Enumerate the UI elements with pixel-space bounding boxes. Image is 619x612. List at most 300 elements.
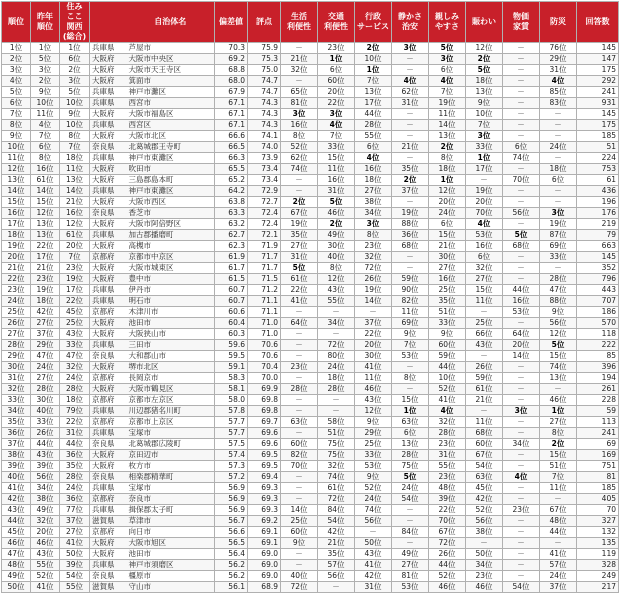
table-cell: 18位 [318, 373, 355, 384]
table-cell: 明石市 [127, 296, 215, 307]
table-cell: 55位 [429, 461, 466, 472]
table-cell: 32位 [429, 417, 466, 428]
table-cell: 228 [577, 395, 619, 406]
table-cell: 池田市 [127, 549, 215, 560]
table-row [2, 560, 619, 571]
table-cell: 15位 [392, 395, 429, 406]
table-cell: 33位 [60, 340, 90, 351]
table-cell: 69.8 [248, 406, 281, 417]
table-cell: 352 [577, 263, 619, 274]
table-cell: 19位 [281, 219, 318, 230]
table-cell: 22位 [60, 417, 90, 428]
table-cell: 滋賀県 [90, 582, 127, 593]
table-cell: 三田市 [127, 340, 215, 351]
table-cell: 17位 [466, 164, 503, 175]
table-cell: 69.5 [248, 450, 281, 461]
table-cell: 44位 [60, 439, 90, 450]
table-cell: 50位 [2, 582, 31, 593]
table-cell: 42位 [466, 494, 503, 505]
table-cell: 31位 [540, 65, 577, 76]
table-cell: 1位 [31, 43, 60, 54]
table-cell: 47位 [2, 549, 31, 560]
table-cell: － [281, 76, 318, 87]
table-cell: 33位 [31, 417, 60, 428]
table-cell: 相楽郡精華町 [127, 472, 215, 483]
table-cell: 17位 [60, 285, 90, 296]
table-cell: 69.6 [248, 428, 281, 439]
table-cell: 14位 [503, 351, 540, 362]
table-cell: 27位 [392, 560, 429, 571]
table-row [2, 351, 619, 362]
table-cell: 23位 [503, 505, 540, 516]
table-cell: 175 [577, 120, 619, 131]
table-cell: － [503, 417, 540, 428]
table-cell: 6位 [60, 54, 90, 65]
table-cell: 13位 [60, 175, 90, 186]
table-cell: 27位 [429, 263, 466, 274]
table-cell: 21位 [429, 241, 466, 252]
table-cell: 48位 [2, 560, 31, 571]
table-cell: 23位 [281, 362, 318, 373]
table-cell: 5位 [503, 230, 540, 241]
table-cell: 25位 [355, 439, 392, 450]
table-row [2, 472, 619, 483]
table-cell: 60.7 [215, 296, 248, 307]
table-cell: 16位 [466, 241, 503, 252]
table-cell: 21位 [60, 197, 90, 208]
table-cell: 15位 [429, 230, 466, 241]
table-cell: 京田辺市 [127, 450, 215, 461]
table-cell: － [281, 43, 318, 54]
table-cell: － [503, 494, 540, 505]
table-cell: － [281, 373, 318, 384]
table-cell: 3位 [503, 406, 540, 417]
table-cell: 10位 [466, 109, 503, 120]
table-cell: 74.3 [248, 120, 281, 131]
table-cell: 37位 [540, 582, 577, 593]
column-header: 回答数 [577, 2, 619, 43]
table-cell: 45位 [60, 307, 90, 318]
table-cell: 68.0 [215, 76, 248, 87]
table-cell: － [503, 263, 540, 274]
table-cell: 61位 [281, 274, 318, 285]
table-cell: 4位 [31, 120, 60, 131]
table-cell: 46位 [2, 538, 31, 549]
table-cell: 24位 [60, 483, 90, 494]
table-cell: 43位 [466, 340, 503, 351]
table-cell: 88位 [392, 219, 429, 230]
table-cell: 兵庫県 [90, 87, 127, 98]
table-cell: 堺市北区 [127, 362, 215, 373]
table-cell: 75位 [392, 461, 429, 472]
table-cell: 30位 [318, 241, 355, 252]
table-cell: 23位 [318, 43, 355, 54]
table-cell: 32位 [31, 516, 60, 527]
table-cell: 橿原市 [127, 571, 215, 582]
table-cell: － [503, 274, 540, 285]
table-cell: 56.9 [215, 505, 248, 516]
table-cell: 大阪府 [90, 109, 127, 120]
table-cell: 奈良県 [90, 142, 127, 153]
table-cell: 57.2 [215, 472, 248, 483]
table-cell: 11位 [466, 417, 503, 428]
table-cell: 35位 [281, 230, 318, 241]
table-cell: 68位 [503, 241, 540, 252]
table-cell: － [503, 571, 540, 582]
table-cell: 5位 [466, 65, 503, 76]
table-cell: 69.1 [248, 538, 281, 549]
table-cell: 56.5 [215, 538, 248, 549]
table-cell: 29位 [2, 351, 31, 362]
table-cell: － [318, 307, 355, 318]
table-cell: 向日市 [127, 527, 215, 538]
table-row [2, 164, 619, 175]
table-cell: 大阪府 [90, 54, 127, 65]
table-cell: 71.1 [248, 296, 281, 307]
table-cell: － [540, 197, 577, 208]
table-cell: 396 [577, 362, 619, 373]
table-cell: 11位 [31, 109, 60, 120]
table-cell: 57.8 [215, 406, 248, 417]
table-cell: 兵庫県 [90, 153, 127, 164]
table-cell: 3位 [281, 109, 318, 120]
table-cell: 大阪府 [90, 263, 127, 274]
table-cell: 6位 [503, 142, 540, 153]
table-cell: 16位 [281, 120, 318, 131]
table-cell: 33位 [429, 318, 466, 329]
table-cell: 川辺郡猪名川町 [127, 406, 215, 417]
table-cell: 570 [577, 318, 619, 329]
table-cell: 大阪府 [90, 538, 127, 549]
table-cell: 2位 [355, 43, 392, 54]
table-cell: － [355, 307, 392, 318]
table-cell: 32位 [281, 65, 318, 76]
table-cell: 20位 [2, 252, 31, 263]
table-row [2, 505, 619, 516]
table-cell: 19位 [466, 186, 503, 197]
table-cell: 大阪市北区 [127, 131, 215, 142]
table-cell: 34位 [2, 406, 31, 417]
table-cell: 18位 [540, 164, 577, 175]
column-header: 自治体名 [127, 2, 215, 43]
table-cell: 43位 [31, 450, 60, 461]
table-cell: 85位 [540, 87, 577, 98]
table-row [2, 65, 619, 76]
column-header: 行政 サービス [355, 2, 392, 43]
table-cell: 31位 [355, 582, 392, 593]
table-cell: 31位 [429, 450, 466, 461]
table-cell: 37位 [392, 186, 429, 197]
table-cell: 加古郡播磨町 [127, 230, 215, 241]
table-cell: 1位 [392, 406, 429, 417]
table-cell: 70 [577, 505, 619, 516]
table-cell: － [318, 406, 355, 417]
table-cell: 14位 [429, 120, 466, 131]
table-cell: 54位 [318, 516, 355, 527]
table-row [2, 208, 619, 219]
table-cell: 9位 [60, 109, 90, 120]
table-cell: 72位 [355, 263, 392, 274]
table-cell: 3位 [466, 131, 503, 142]
table-cell: 3位 [318, 109, 355, 120]
table-cell: 70.6 [248, 340, 281, 351]
table-cell: 72.9 [248, 186, 281, 197]
table-cell: 9位 [31, 87, 60, 98]
table-cell: 14位 [281, 505, 318, 516]
table-cell: 3位 [60, 76, 90, 87]
table-cell: 60位 [429, 340, 466, 351]
table-cell: 69.5 [248, 461, 281, 472]
table-cell: 60位 [281, 439, 318, 450]
table-cell: － [503, 538, 540, 549]
table-cell: 13位 [540, 373, 577, 384]
table-cell: 64位 [503, 329, 540, 340]
table-cell: 36位 [60, 494, 90, 505]
table-cell: 大阪市西区 [127, 197, 215, 208]
table-cell: 707 [577, 296, 619, 307]
table-cell: 6位 [355, 142, 392, 153]
table-cell: 京都府 [90, 494, 127, 505]
table-cell: 56.7 [215, 516, 248, 527]
table-cell: 42位 [2, 494, 31, 505]
table-cell: 52位 [281, 142, 318, 153]
table-cell: 2位 [281, 197, 318, 208]
table-row [2, 373, 619, 384]
table-cell: 29位 [355, 428, 392, 439]
table-cell: 32位 [355, 252, 392, 263]
table-cell: 31位 [2, 373, 31, 384]
table-cell: 大阪府 [90, 318, 127, 329]
table-cell: 大阪市旭区 [127, 538, 215, 549]
table-row [2, 395, 619, 406]
table-cell: 3位 [429, 54, 466, 65]
table-cell: － [503, 65, 540, 76]
table-cell: 27位 [540, 417, 577, 428]
table-cell: 24位 [540, 571, 577, 582]
table-cell: 9位 [281, 538, 318, 549]
table-cell: 13位 [392, 439, 429, 450]
table-cell: 大阪府 [90, 461, 127, 472]
table-cell: 50位 [466, 549, 503, 560]
table-cell: － [503, 76, 540, 87]
table-cell: － [392, 505, 429, 516]
table-cell: 芦屋市 [127, 43, 215, 54]
table-cell: － [281, 186, 318, 197]
table-cell: 66位 [466, 329, 503, 340]
table-cell: 20位 [31, 527, 60, 538]
table-cell: 15位 [2, 197, 31, 208]
table-cell: 47位 [31, 351, 60, 362]
table-cell: 大阪府 [90, 219, 127, 230]
table-cell: 20位 [318, 87, 355, 98]
table-cell: 9位 [540, 307, 577, 318]
table-row [2, 241, 619, 252]
table-cell: 4位 [392, 76, 429, 87]
table-cell: 14位 [2, 186, 31, 197]
column-header [90, 2, 127, 43]
table-cell: 1位 [355, 65, 392, 76]
table-cell: 72位 [281, 582, 318, 593]
table-cell: 35位 [429, 296, 466, 307]
table-cell: 60位 [318, 76, 355, 87]
table-cell: 20位 [60, 241, 90, 252]
table-cell: 3位 [540, 208, 577, 219]
table-cell: 12位 [429, 186, 466, 197]
table-cell: 11位 [540, 483, 577, 494]
table-cell: 44位 [429, 362, 466, 373]
table-cell: 72.4 [248, 219, 281, 230]
table-cell: 145 [577, 252, 619, 263]
table-cell: 57.4 [215, 450, 248, 461]
table-cell: 京都市中京区 [127, 252, 215, 263]
table-cell: 4位 [429, 76, 466, 87]
table-cell: 36位 [392, 230, 429, 241]
table-cell: 32位 [2, 384, 31, 395]
table-cell: 27位 [31, 373, 60, 384]
table-cell: 27位 [355, 186, 392, 197]
table-cell: 74.3 [248, 109, 281, 120]
table-row [2, 131, 619, 142]
table-cell: 28位 [281, 384, 318, 395]
table-cell: 81 [577, 472, 619, 483]
table-cell: 大阪市中央区 [127, 54, 215, 65]
table-cell: 72.4 [248, 208, 281, 219]
table-cell: 8位 [31, 153, 60, 164]
table-cell: 28位 [355, 120, 392, 131]
table-cell: 42位 [31, 307, 60, 318]
table-cell: 41位 [540, 549, 577, 560]
table-body [2, 43, 619, 593]
table-cell: 67.9 [215, 87, 248, 98]
table-cell: 大阪市天王寺区 [127, 65, 215, 76]
table-cell: 7位 [60, 142, 90, 153]
table-cell: 69.2 [248, 516, 281, 527]
table-cell: － [392, 384, 429, 395]
table-cell: 13位 [429, 131, 466, 142]
table-cell: 32位 [60, 362, 90, 373]
table-cell: 51位 [429, 307, 466, 318]
table-cell: 22位 [60, 296, 90, 307]
table-cell: 西宮市 [127, 98, 215, 109]
table-cell: 19位 [429, 98, 466, 109]
table-cell: 21位 [281, 54, 318, 65]
table-cell: 70位 [466, 208, 503, 219]
table-cell: 兵庫県 [90, 560, 127, 571]
table-cell: 71.0 [248, 329, 281, 340]
table-cell: 84位 [318, 505, 355, 516]
table-cell: 池田市 [127, 318, 215, 329]
table-cell: 20位 [466, 197, 503, 208]
table-cell: 405 [577, 494, 619, 505]
table-cell: 7位 [429, 87, 466, 98]
table-cell: 5位 [540, 340, 577, 351]
table-cell: 兵庫県 [90, 43, 127, 54]
table-cell: 68位 [392, 241, 429, 252]
table-cell: 663 [577, 241, 619, 252]
table-cell: 11位 [60, 164, 90, 175]
table-cell: 71.1 [248, 307, 281, 318]
table-cell: 28位 [392, 450, 429, 461]
table-cell: 21位 [466, 395, 503, 406]
table-cell: 4位 [503, 472, 540, 483]
table-cell: 59位 [466, 373, 503, 384]
table-cell: － [281, 175, 318, 186]
table-cell: 24位 [540, 142, 577, 153]
table-cell: － [503, 362, 540, 373]
table-cell: － [503, 164, 540, 175]
table-cell: 15位 [540, 351, 577, 362]
table-cell: 兵庫県 [90, 98, 127, 109]
table-cell: 292 [577, 76, 619, 87]
table-cell: － [503, 87, 540, 98]
table-cell: 大阪市阿倍野区 [127, 219, 215, 230]
table-cell: 65.2 [215, 175, 248, 186]
table-cell: 37位 [2, 439, 31, 450]
column-header: 昨年 順位 [31, 2, 60, 43]
table-cell: 75.0 [248, 65, 281, 76]
table-cell: 72位 [429, 538, 466, 549]
table-cell: 43位 [60, 329, 90, 340]
table-cell: 21位 [31, 263, 60, 274]
table-cell: 57位 [540, 560, 577, 571]
table-cell: 63位 [392, 417, 429, 428]
table-row [2, 175, 619, 186]
table-cell: 39位 [2, 461, 31, 472]
table-cell: 24位 [60, 373, 90, 384]
table-row [2, 274, 619, 285]
table-cell: 74.7 [248, 87, 281, 98]
table-cell: － [503, 109, 540, 120]
table-cell: － [392, 263, 429, 274]
table-cell: 41位 [355, 362, 392, 373]
table-cell: 大和郡山市 [127, 351, 215, 362]
table-cell: 12位 [466, 43, 503, 54]
table-cell: 22位 [318, 98, 355, 109]
table-cell: 17位 [355, 98, 392, 109]
table-cell: 32位 [318, 461, 355, 472]
table-cell: － [503, 549, 540, 560]
table-cell: 2位 [31, 76, 60, 87]
table-row [2, 450, 619, 461]
table-cell: 兵庫県 [90, 483, 127, 494]
table-cell: － [503, 395, 540, 406]
table-cell: 7位 [2, 109, 31, 120]
table-cell: 30位 [31, 395, 60, 406]
table-cell: 69.0 [248, 560, 281, 571]
table-cell: － [466, 351, 503, 362]
table-cell: 58.0 [215, 395, 248, 406]
table-cell: 60位 [281, 527, 318, 538]
table-cell: 82位 [392, 296, 429, 307]
table-row [2, 538, 619, 549]
table-row [2, 527, 619, 538]
table-cell: 19位 [392, 208, 429, 219]
table-cell: 261 [577, 384, 619, 395]
table-cell: 12位 [60, 219, 90, 230]
table-cell: 57.3 [215, 461, 248, 472]
table-cell: 12位 [318, 274, 355, 285]
table-cell: － [503, 428, 540, 439]
table-cell: 4位 [466, 219, 503, 230]
column-header: 賑わい [466, 2, 503, 43]
table-cell: 6位 [466, 252, 503, 263]
table-cell: 19位 [355, 285, 392, 296]
table-cell: 22位 [2, 274, 31, 285]
table-cell: 75位 [318, 450, 355, 461]
table-cell: 753 [577, 164, 619, 175]
table-cell: 大阪市城東区 [127, 263, 215, 274]
table-cell: 77位 [60, 505, 90, 516]
